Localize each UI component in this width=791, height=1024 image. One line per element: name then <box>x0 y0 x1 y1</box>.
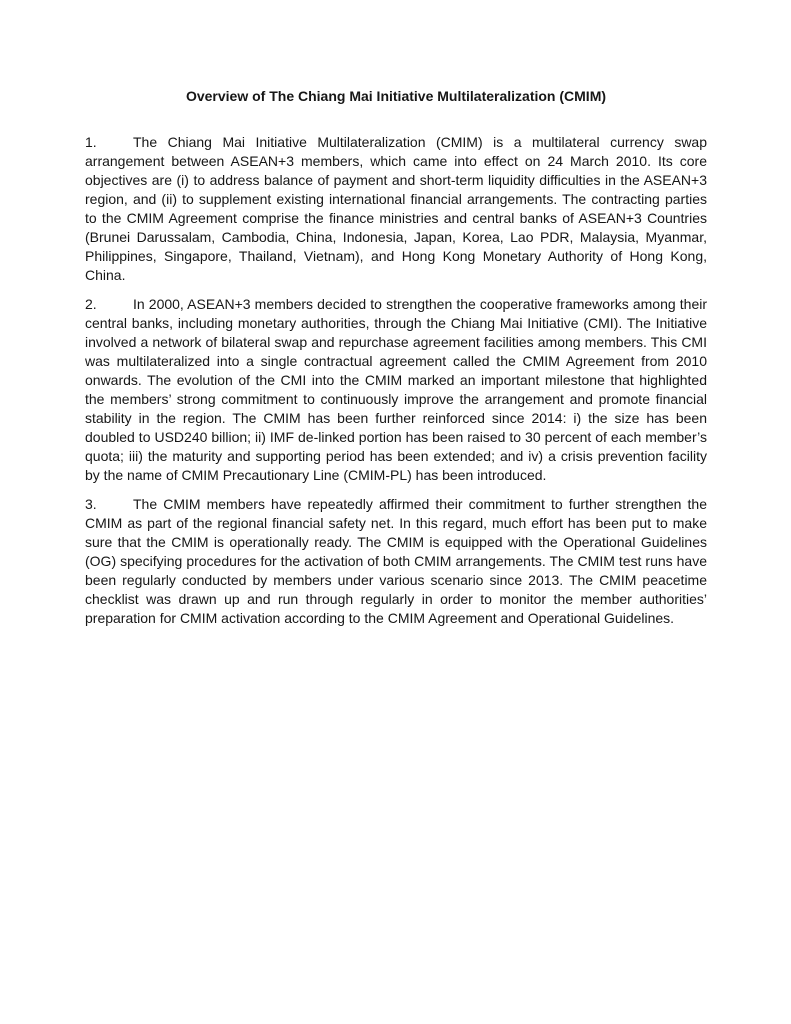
paragraph-2 <box>85 295 707 485</box>
paragraph-3 <box>85 495 707 628</box>
paragraph-3-text: The CMIM members have repeatedly affirmed their commitment to further strengthen the CMIM as part of the regional financial safety net. In this regard, much effort has been put to make sure that the CMIM is operationally ready. The CMIM is equipped with the Operational Guidelines (OG) specifying procedures for the activation of both CMIM arrangements. The CMIM test runs have been regularly conducted by members under various scenario since 2013. The CMIM peacetime checklist was drawn up and run through regularly in order to monitor the member authorities’ preparation for CMIM activation according to the CMIM Agreement and Operational Guidelines. <box>85 496 707 626</box>
paragraph-1-text: The Chiang Mai Initiative Multilateralization (CMIM) is a multilateral currency swap arrangement between ASEAN+3 members, which came into effect on 24 March 2010. Its core objectives are (i) to address balance of payment and short-term liquidity difficulties in the ASEAN+3 region, and (ii) to supplement existing international financial arrangements. The contracting parties to the CMIM Agreement comprise the finance ministries and central banks of ASEAN+3 Countries (Brunei Darussalam, Cambodia, China, Indonesia, Japan, Korea, Lao PDR, Malaysia, Myanmar, Philippines, Singapore, Thailand, Vietnam), and Hong Kong Monetary Authority of Hong Kong, China. <box>85 134 707 283</box>
paragraph-2-text: In 2000, ASEAN+3 members decided to strengthen the cooperative frameworks among their central banks, including monetary authorities, through the Chiang Mai Initiative (CMI). The Initiative involved a network of bilateral swap and repurchase agreement facilities among members. This CMI was multilateralized into a single contractual agreement called the CMIM Agreement from 2010 onwards. The evolution of the CMI into the CMIM marked an important milestone that highlighted the members’ strong commitment to continuously improve the arrangement and promote financial stability in the region. The CMIM has been further reinforced since 2014: i) the size has been doubled to USD240 billion; ii) IMF de-linked portion has been raised to 30 percent of each member’s quota; iii) the maturity and supporting period has been extended; and iv) a crisis prevention facility by the name of CMIM Precautionary Line (CMIM-PL) has been introduced. <box>85 296 707 483</box>
paragraph-3-number: 3. <box>85 496 97 512</box>
paragraph-1-number: 1. <box>85 134 97 150</box>
paragraph-2-number: 2. <box>85 296 97 312</box>
paragraph-1 <box>85 133 707 285</box>
document-title: Overview of The Chiang Mai Initiative Multilateralization (CMIM) <box>185 88 607 104</box>
